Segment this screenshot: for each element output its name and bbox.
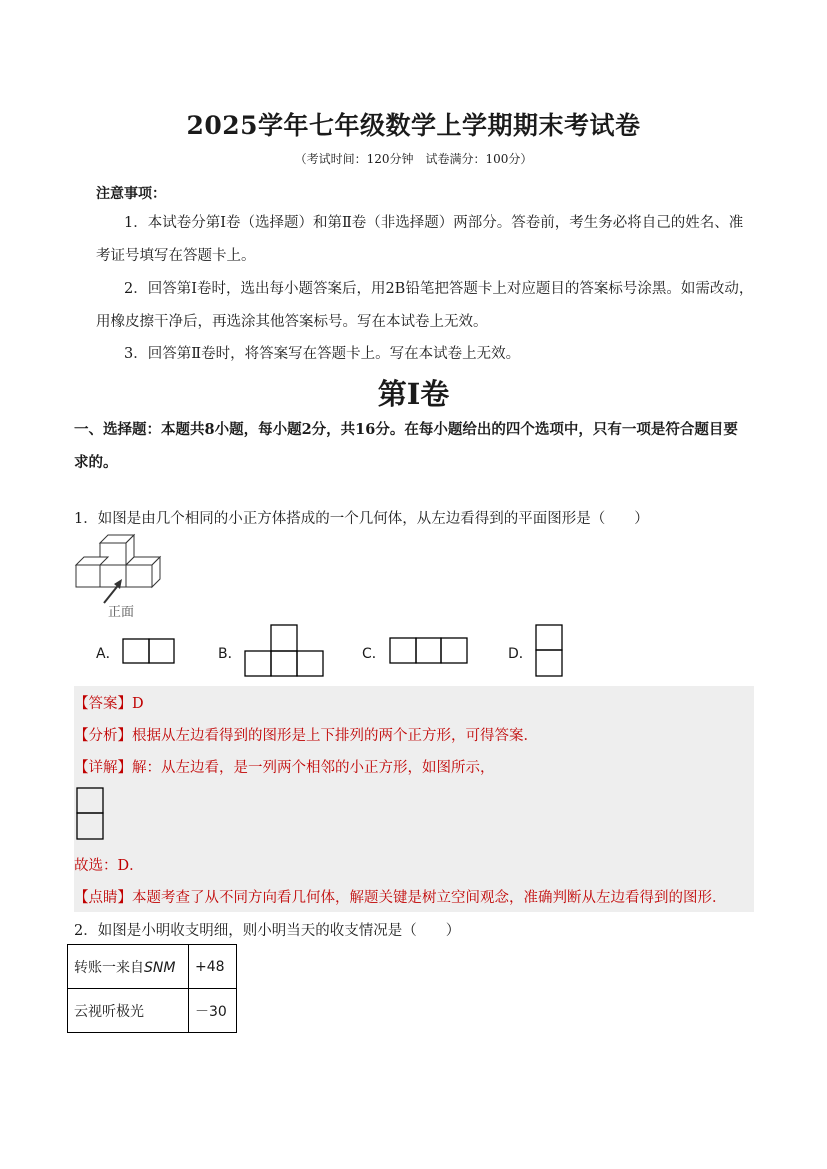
detail-text: 解：从左边看，是一列两个相邻的小正方形，如图所示， (132, 760, 495, 776)
option-b-label: B． (218, 646, 242, 662)
option-c-label: C． (362, 646, 386, 662)
transaction-amount: －30 (189, 989, 237, 1033)
notice-item-3: 3．回答第Ⅱ卷时，将答案写在答题卡上。写在本试卷上无效。 (124, 346, 521, 362)
answer-line (74, 692, 144, 713)
option-d-label: D． (508, 646, 533, 662)
comment-tag: 【点睛】 (74, 890, 132, 906)
detail-line (74, 756, 495, 777)
analysis-line (74, 724, 538, 745)
section-instruction-line-1: 一、选择题：本题共8小题，每小题2分，共16分。在每小题给出的四个选项中，只有一项是符合题目要 (74, 421, 738, 438)
notice-item-2-line-2: 用橡皮擦干净后，再选涂其他答案标号。写在本试卷上无效。 (96, 314, 488, 330)
option-c-figure (389, 637, 469, 665)
notice-heading: 注意事项： (96, 186, 166, 202)
notice-item-1-line-1: 1．本试卷分第Ⅰ卷（选择题）和第Ⅱ卷（非选择题）两部分。答卷前，考生务必将自己的姓名、准 (124, 215, 744, 231)
option-d-figure (535, 624, 565, 678)
transaction-label: 转账一来自SNM (68, 945, 189, 989)
option-a-figure (122, 638, 176, 665)
option-b-figure (244, 624, 326, 678)
section-title: 第Ⅰ卷 (377, 377, 450, 411)
answer-tag: 【答案】 (74, 696, 132, 712)
detail-figure (76, 787, 106, 841)
answer-value: D (132, 696, 144, 712)
transaction-label: 云视听极光 (68, 989, 189, 1033)
question-1-stem: 1．如图是由几个相同的小正方体搭成的一个几何体，从左边看得到的平面图形是（ ） (74, 511, 649, 527)
front-label: 正面 (108, 605, 135, 620)
answer-explanation-box (74, 686, 754, 912)
comment-line (74, 886, 727, 907)
option-a-label: A． (96, 646, 120, 662)
table-row (68, 945, 237, 989)
question-2-stem: 2．如图是小明收支明细，则小明当天的收支情况是（ ） (74, 923, 461, 939)
transaction-amount: +48 (189, 945, 237, 989)
exam-subtitle: （考试时间：120分钟 试卷满分：100分） (294, 152, 533, 166)
notice-item-2-line-1: 2．回答第Ⅰ卷时，选出每小题答案后，用2B铅笔把答题卡上对应题目的答案标号涂黑。如需改动， (124, 281, 754, 297)
table-row (68, 989, 237, 1033)
comment-text: 本题考查了从不同方向看几何体，解题关键是树立空间观念，准确判断从左边看得到的图形． (132, 890, 727, 906)
analysis-tag: 【分析】 (74, 728, 132, 744)
exam-title: 2025学年七年级数学上学期期末考试卷 (186, 111, 641, 140)
analysis-text: 根据从左边看得到的图形是上下排列的两个正方形，可得答案． (132, 728, 538, 744)
detail-tag: 【详解】 (74, 760, 132, 776)
conclusion-line: 故选：D． (74, 858, 144, 874)
transaction-table (67, 944, 237, 1033)
notice-item-1-line-2: 考证号填写在答题卡上。 (96, 248, 256, 264)
section-instruction-line-2: 求的。 (74, 454, 118, 471)
